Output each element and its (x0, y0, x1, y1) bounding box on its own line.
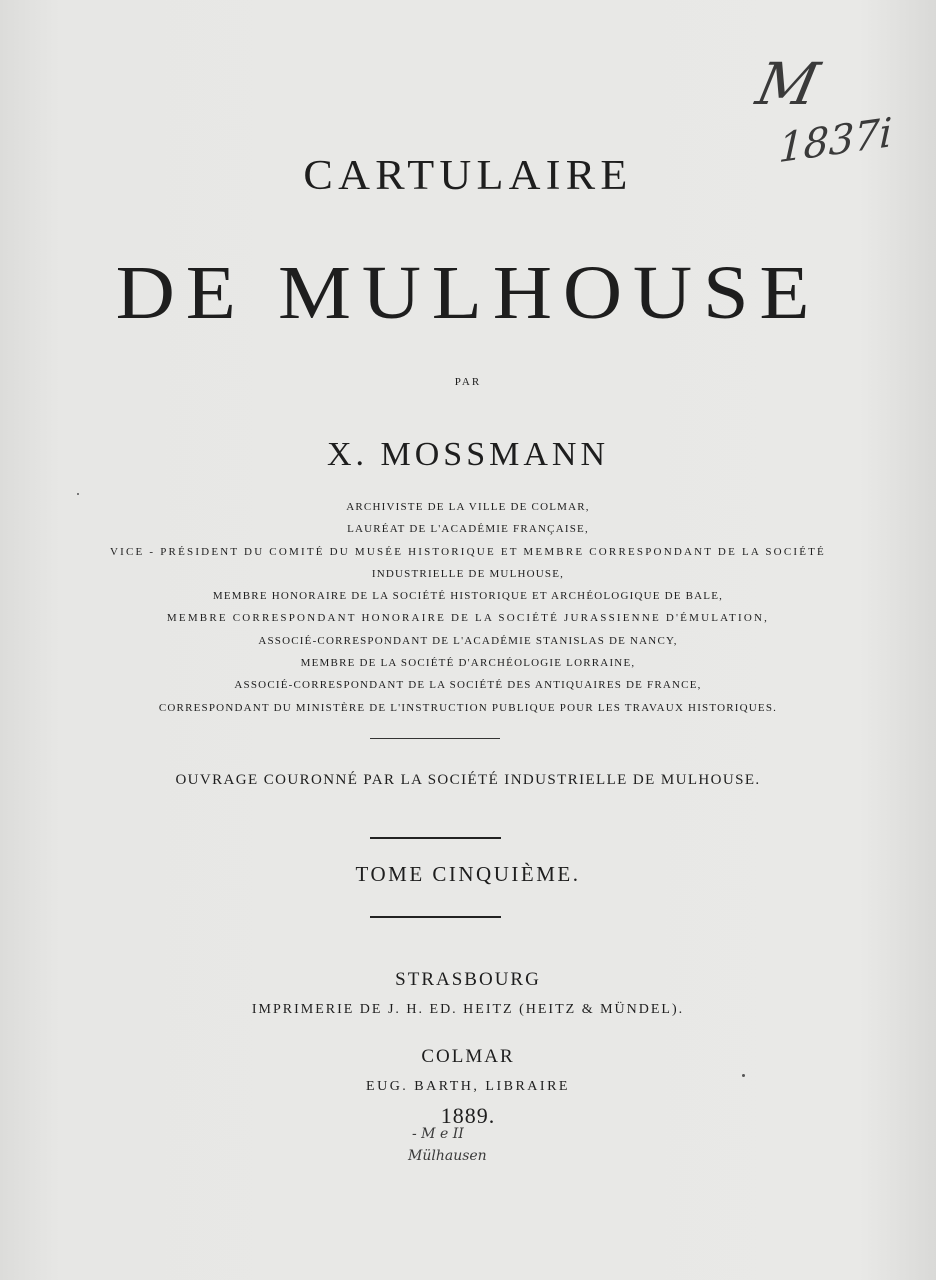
author-title-line: INDUSTRIELLE DE MULHOUSE, (371, 567, 565, 580)
handwritten-place: Mülhausen (408, 1148, 487, 1164)
divider-rule (370, 916, 501, 918)
author-title-line: MEMBRE CORRESPONDANT HONORAIRE DE LA SOCIÉTÉ JURASSIENNE D'ÉMULATION, (166, 612, 770, 625)
author-title-line: VICE - PRÉSIDENT DU COMITÉ DU MUSÉE HISTORIQUE ET MEMBRE CORRESPONDANT DE LA SOCIÉTÉ (110, 545, 826, 558)
author-title-line: MEMBRE HONORAIRE DE LA SOCIÉTÉ HISTORIQUE ET ARCHÉOLOGIQUE DE BALE, (212, 590, 724, 603)
imprint-city-colmar: COLMAR (421, 1046, 515, 1067)
author-title-line: CORRESPONDANT DU MINISTÈRE DE L'INSTRUCTION PUBLIQUE POUR LES TRAVAUX HISTORIQUES. (158, 701, 778, 714)
paper-speck (77, 493, 79, 495)
paper-speck (742, 1074, 745, 1077)
by-label: PAR (454, 376, 482, 388)
volume-label: TOME CINQUIÈME. (355, 862, 581, 886)
handwritten-shelf-number: 1837i (777, 109, 893, 173)
author-title-line: ASSOCIÉ-CORRESPONDANT DE LA SOCIÉTÉ DES ANTIQUAIRES DE FRANCE, (234, 679, 702, 692)
handwritten-shelf-letter: M (750, 50, 825, 118)
author-name: X. MOSSMANN (326, 436, 610, 473)
author-title-line: LAURÉAT DE L'ACADÉMIE FRANÇAISE, (347, 523, 589, 536)
imprint-publisher: EUG. BARTH, LIBRAIRE (366, 1079, 570, 1094)
author-title-line: ASSOCIÉ-CORRESPONDANT DE L'ACADÉMIE STANISLAS DE NANCY, (258, 634, 678, 647)
title-line-2: DE MULHOUSE (115, 251, 821, 335)
imprint-city-strasbourg: STRASBOURG (395, 969, 541, 990)
author-titles (0, 496, 936, 719)
author-title-line: ARCHIVISTE DE LA VILLE DE COLMAR, (346, 501, 590, 513)
imprint-printer: IMPRIMERIE DE J. H. ED. HEITZ (HEITZ & MÜNDEL). (251, 1002, 685, 1017)
imprint-year: 1889. (440, 1103, 496, 1128)
divider-rule (370, 738, 500, 739)
divider-rule (370, 837, 501, 839)
award-statement: OUVRAGE COURONNÉ PAR LA SOCIÉTÉ INDUSTRIELLE DE MULHOUSE. (175, 772, 761, 788)
title-line-1: CARTULAIRE (303, 153, 633, 199)
author-title-line: MEMBRE DE LA SOCIÉTÉ D'ARCHÉOLOGIE LORRAINE, (300, 657, 636, 670)
handwritten-mark: - M e II (412, 1126, 464, 1142)
